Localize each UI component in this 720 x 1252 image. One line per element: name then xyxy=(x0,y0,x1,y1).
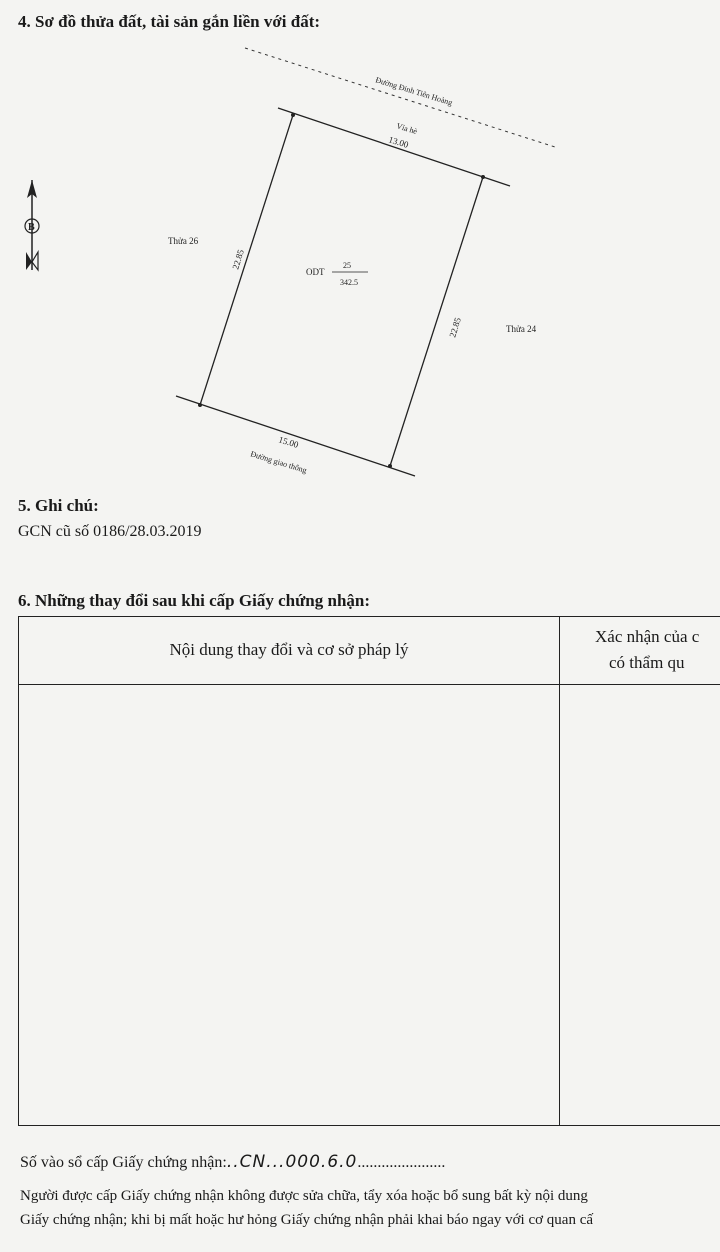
road-top-line xyxy=(245,48,555,147)
register-value: ..CN...000.6.0 xyxy=(226,1152,358,1172)
parcel-number-label: 25 xyxy=(343,261,351,270)
register-label: Số vào sổ cấp Giấy chứng nhận: xyxy=(20,1154,227,1171)
column-header-confirmation-line1: Xác nhận của c xyxy=(595,627,700,646)
column-header-content: Nội dung thay đổi và cơ sở pháp lý xyxy=(169,640,409,659)
corner-point xyxy=(198,403,202,407)
notice-line-2: Giấy chứng nhận; khi bị mất hoặc hư hỏng Giấy chứng nhận phải khai báo ngay với cơ quan cấ xyxy=(20,1212,594,1228)
left-length-label: 22.85 xyxy=(230,248,246,271)
section-4-heading: 4. Sơ đồ thửa đất, tài sản gắn liền với đất: xyxy=(18,12,321,31)
column-header-confirmation-line2: có thẩm qu xyxy=(609,653,685,672)
corner-point xyxy=(388,464,392,468)
register-number-line xyxy=(20,1152,445,1172)
right-boundary xyxy=(390,177,483,466)
north-marker-label: B xyxy=(28,222,35,233)
section-6-heading: 6. Những thay đổi sau khi cấp Giấy chứng nhận: xyxy=(18,591,371,610)
section-5-heading: 5. Ghi chú: xyxy=(18,496,99,515)
road-top-label: Đường Đinh Tiên Hoàng xyxy=(374,75,454,108)
area-label: 342.5 xyxy=(340,278,358,287)
notice-line-1: Người được cấp Giấy chứng nhận không được sửa chữa, tẩy xóa hoặc bổ sung bất kỳ nội dung xyxy=(20,1188,588,1204)
note-text: GCN cũ số 0186/28.03.2019 xyxy=(18,523,202,540)
right-neighbor-label: Thửa 24 xyxy=(506,324,537,334)
top-boundary xyxy=(278,108,510,186)
bottom-length-label: 15.00 xyxy=(277,434,300,450)
register-dots: ...................... xyxy=(357,1154,446,1171)
corner-point xyxy=(481,175,485,179)
right-length-label: 22.85 xyxy=(447,316,463,339)
table-body-cell-content xyxy=(19,685,559,1125)
changes-table xyxy=(18,616,720,1126)
top-length-label: 13.00 xyxy=(387,134,410,150)
corner-point xyxy=(291,113,295,117)
north-arrow-icon xyxy=(25,180,39,270)
land-plot-diagram xyxy=(0,0,720,500)
road-bottom-label: Đường giao thông xyxy=(249,449,308,475)
sidewalk-label: Vỉa hè xyxy=(395,121,419,137)
land-code-label: ODT xyxy=(306,267,325,277)
left-neighbor-label: Thửa 26 xyxy=(168,236,199,246)
left-boundary xyxy=(200,115,293,405)
table-body-cell-confirmation xyxy=(560,685,720,1125)
